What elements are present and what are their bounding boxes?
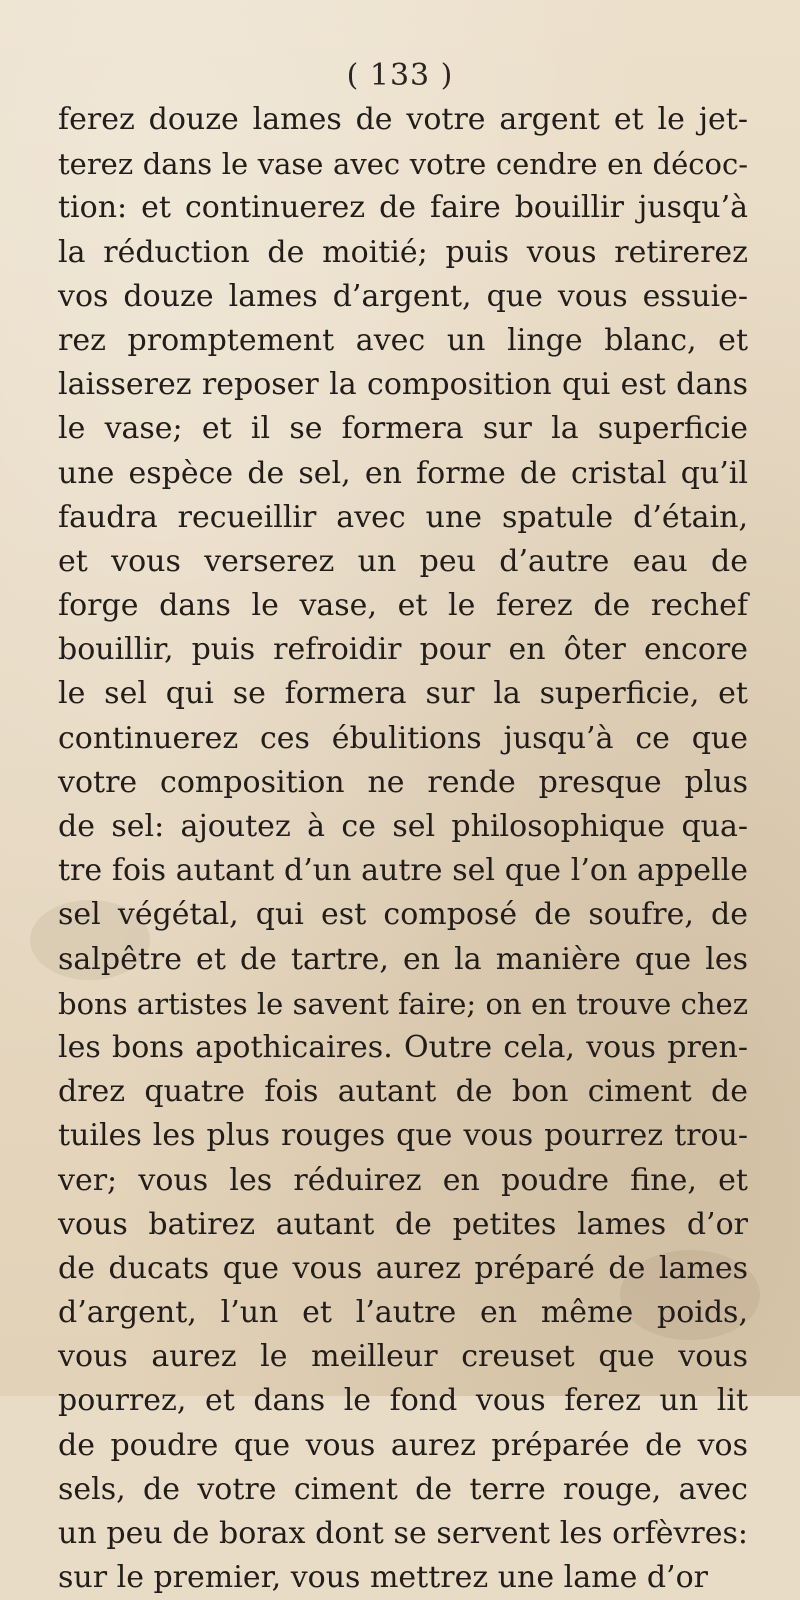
text-line: laisserez reposer la composition qui est dans — [58, 367, 748, 403]
text-line: un peu de borax dont se servent les orfèvres: — [58, 1516, 748, 1551]
text-line: bouillir, puis refroidir pour en ôter encore — [58, 632, 748, 668]
text-line: terez dans le vase avec votre cendre en décoc- — [58, 147, 748, 182]
text-line: tion: et continuerez de faire bouillir jusqu’à — [58, 190, 748, 226]
text-line: tre fois autant d’un autre sel que l’on appelle — [58, 853, 748, 889]
text-line: d’argent, l’un et l’autre en même poids, — [58, 1295, 748, 1331]
text-line: pourrez, et dans le fond vous ferez un lit — [58, 1383, 748, 1419]
text-line: tuiles les plus rouges que vous pourrez trou- — [58, 1118, 748, 1154]
text-line: forge dans le vase, et le ferez de rechef — [58, 588, 748, 624]
text-line: une espèce de sel, en forme de cristal qu’il — [58, 455, 748, 491]
text-line: ferez douze lames de votre argent et le jet- — [58, 102, 748, 137]
text-line: de sel: ajoutez à ce sel philosophique qua- — [58, 809, 748, 844]
text-line: vous aurez le meilleur creuset que vous — [58, 1339, 748, 1375]
text-line: faudra recueillir avec une spatule d’étain, — [58, 499, 748, 535]
text-line: de poudre que vous aurez préparée de vos — [58, 1427, 748, 1463]
text-line: sels, de votre ciment de terre rouge, avec — [58, 1471, 748, 1507]
text-line: bons artistes le savent faire; on en trouve chez — [58, 986, 748, 1021]
text-line: votre composition ne rende presque plus — [58, 764, 748, 800]
text-line: drez quatre fois autant de bon ciment de — [58, 1074, 748, 1110]
text-line: continuerez ces ébulitions jusqu’à ce que — [58, 720, 748, 756]
body-text — [58, 98, 748, 1600]
text-line: ver; vous les réduirez en poudre fine, et — [58, 1162, 748, 1198]
text-line: rez promptement avec un linge blanc, et — [58, 322, 748, 358]
text-line: la réduction de moitié; puis vous retirerez — [58, 234, 748, 270]
text-line: et vous verserez un peu d’autre eau de — [58, 543, 748, 579]
text-line: le sel qui se formera sur la superficie, et — [58, 676, 748, 712]
text-line: vos douze lames d’argent, que vous essuie- — [58, 278, 748, 314]
text-line: le vase; et il se formera sur la superficie — [58, 411, 748, 447]
page-number: ( 133 ) — [346, 58, 454, 93]
text-line: vous batirez autant de petites lames d’or — [58, 1206, 748, 1242]
text-line: sur le premier, vous mettrez une lame d’or — [58, 1560, 708, 1596]
text-line: les bons apothicaires. Outre cela, vous pren- — [58, 1029, 748, 1065]
text-line: de ducats que vous aurez préparé de lames — [58, 1250, 748, 1286]
text-line: sel végétal, qui est composé de soufre, de — [58, 897, 748, 933]
text-line: salpêtre et de tartre, en la manière que les — [58, 941, 748, 977]
